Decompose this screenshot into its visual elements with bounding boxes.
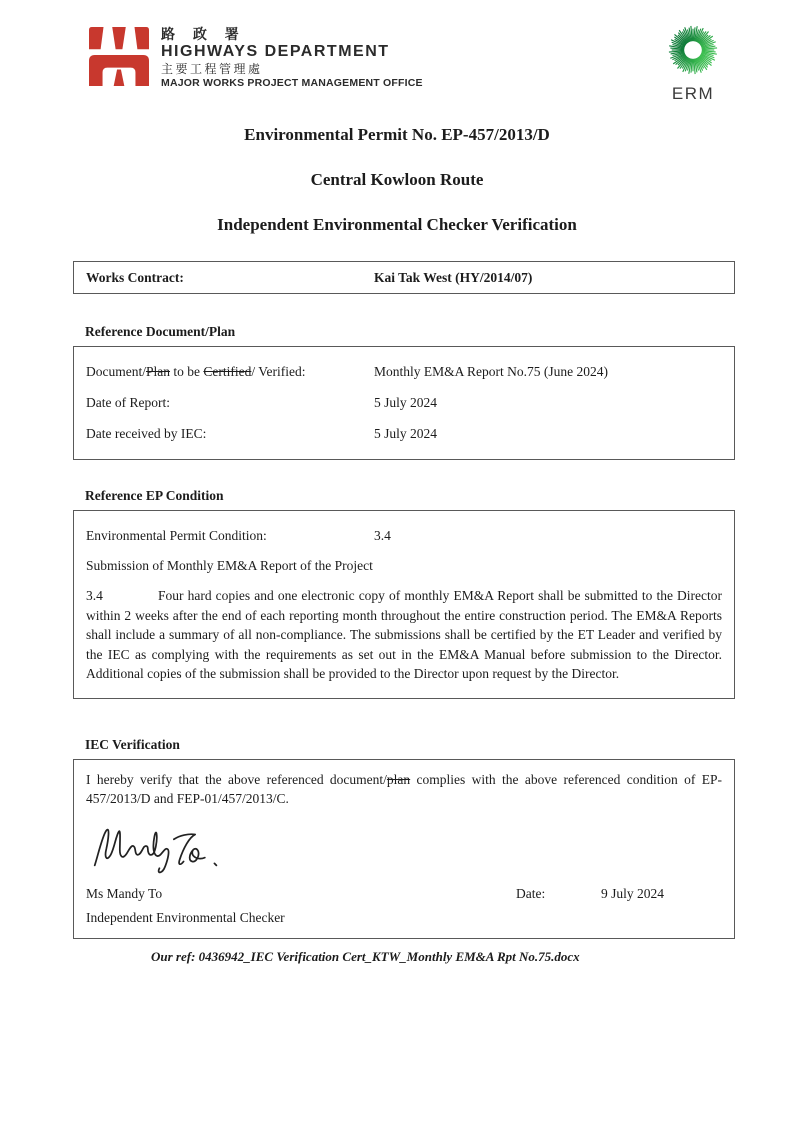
our-ref-line: Our ref: 0436942_IEC Verification Cert_KTW_Monthly EM&A Rpt No.75.docx [151,948,580,964]
signatory-name: Ms Mandy To [86,885,163,901]
project-name-title: Central Kowloon Route [310,170,484,189]
date-received-row [74,418,734,449]
struck-word-certified: Certified [203,364,252,379]
document-verified-value: Monthly EM&A Report No.75 (June 2024) [374,364,608,379]
hyd-logo-icon [88,26,150,91]
ep-condition-subject: Submission of Monthly EM&A Report of the Project [86,558,373,573]
works-contract-row [74,262,734,293]
works-contract-value: Kai Tak West (HY/2014/07) [374,270,533,285]
works-contract-label: Works Contract: [86,270,184,285]
document-verified-label: Document/Plan to be Certified/ Verified: [86,364,306,379]
date-of-report-value: 5 July 2024 [374,395,438,410]
signatory-title: Independent Environmental Checker [86,909,285,925]
document-verified-row [74,356,734,387]
highways-department-block [88,26,423,91]
ep-condition-value: 3.4 [374,528,391,543]
signatory-date-row [74,877,734,902]
ep-condition-row [74,520,734,551]
erm-logo-text: ERM [671,84,715,103]
date-value: 9 July 2024 [601,885,665,901]
clause-number: 3.4 [86,588,103,603]
ep-condition-table [73,510,735,699]
hyd-english-name: HIGHWAYS DEPARTMENT [161,43,390,60]
date-received-label: Date received by IEC: [86,426,207,441]
hyd-english-office: MAJOR WORKS PROJECT MANAGEMENT OFFICE [161,77,423,89]
iec-verification-statement: I hereby verify that the above referenced document/plan complies with the above referenced condition of EP-457/2013/D and FEP-01/457/2013/C. [86,771,722,806]
struck-word-plan: Plan [146,364,171,379]
signature-image [86,819,734,875]
document-titles [0,126,794,233]
document-type-title: Independent Environmental Checker Verification [217,215,577,234]
letterhead [0,0,794,104]
ep-condition-label: Environmental Permit Condition: [86,528,267,543]
date-of-report-label: Date of Report: [86,395,170,410]
works-contract-table [73,261,735,294]
date-of-report-row [74,387,734,418]
date-received-value: 5 July 2024 [374,426,438,441]
permit-number-title: Environmental Permit No. EP-457/2013/D [244,125,550,144]
ep-condition-clause [74,580,734,688]
document-body [73,261,735,965]
iec-verification-heading: IEC Verification [85,736,180,752]
date-label: Date: [516,885,546,901]
iec-verification-box [73,759,735,939]
clause-text: Four hard copies and one electronic copy of monthly EM&A Report shall be submitted to the Director within 2 weeks after the end of each reporting month throughout the entire construction period. The EM&A Reports shall include a summary of all non-compliance. The submissions shall be certified by the ET Leader and verified by the IEC as complying with the requirements as set out in the EM&A Manual before submission to the Director. Additional copies of the submission shall be provided to the Director upon request by the Director. [86,588,722,681]
reference-document-table [73,346,735,460]
erm-logo-icon [665,22,721,83]
reference-document-heading: Reference Document/Plan [85,324,236,339]
struck-word-plan-statement: plan [386,771,411,787]
hyd-chinese-office: 主要工程管理處 [161,62,263,76]
hyd-name-block [161,26,423,90]
reference-ep-condition-heading: Reference EP Condition [85,488,224,503]
erm-block [650,22,736,104]
hyd-chinese-name: 路 政 署 [161,26,246,42]
